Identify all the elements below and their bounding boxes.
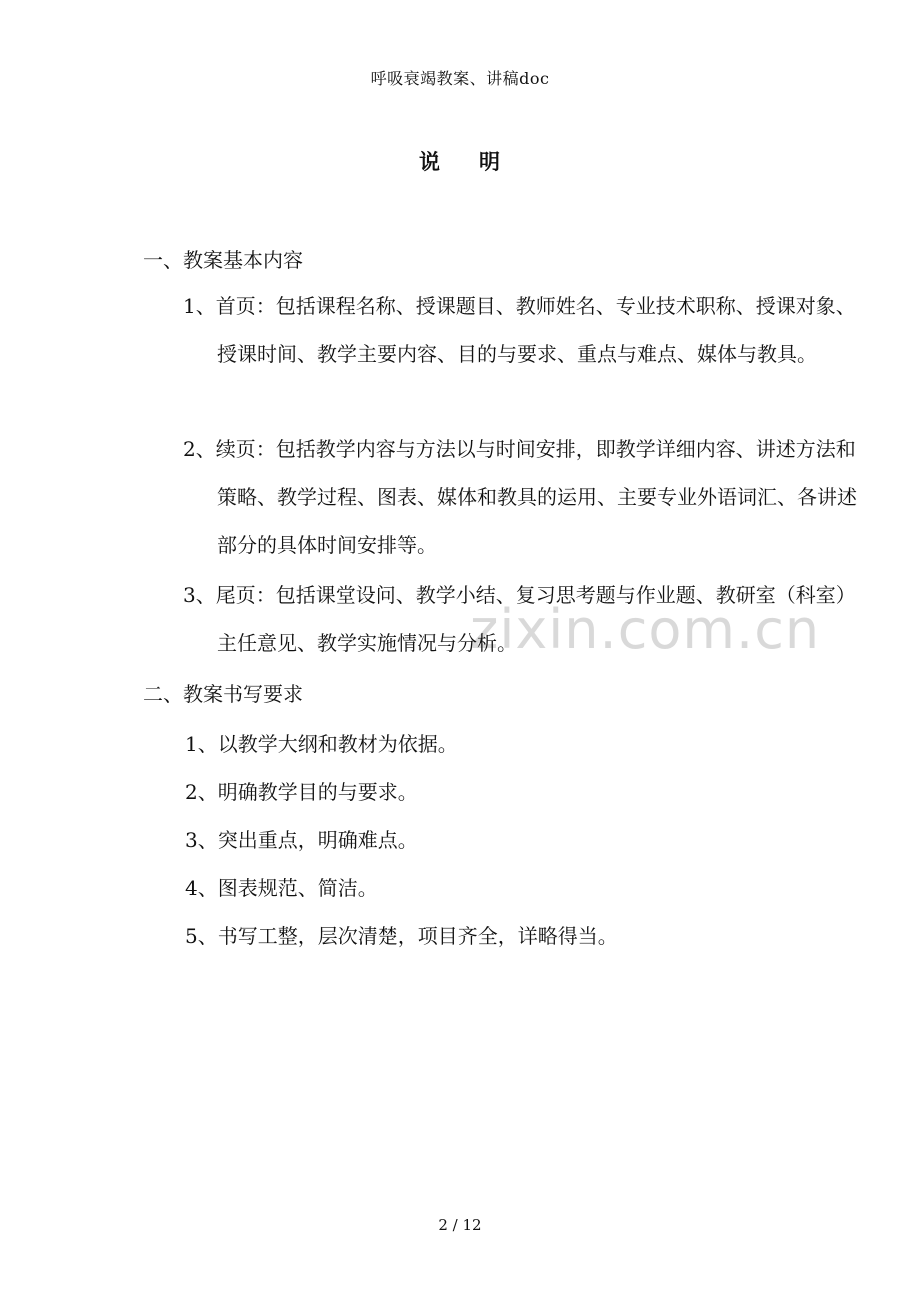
page-title — [0, 146, 920, 176]
list-item: 5、书写工整，层次清楚，项目齐全，详略得当。 — [185, 924, 618, 948]
title-char-1: 说 — [419, 149, 441, 174]
title-char-2: 明 — [479, 149, 501, 174]
list-item: 2、明确教学目的与要求。 — [185, 780, 418, 804]
list-item: 4、图表规范、简洁。 — [185, 876, 378, 900]
list-item-front-page: 1、首页：包括课程名称、授课题目、教师姓名、专业技术职称、授课对象、授课时间、教学主要内容、目的与要求、重点与难点、媒体与教具。 — [183, 294, 856, 366]
list-item: 3、突出重点，明确难点。 — [185, 828, 418, 852]
list-item-end-page: 3、尾页：包括课堂设问、教学小结、复习思考题与作业题、教研室（科室）主任意见、教学实施情况与分析。 — [183, 583, 856, 655]
section-heading-requirements: 二、教案书写要求 — [143, 682, 303, 706]
watermark: zixin.com.cn — [470, 598, 821, 661]
list-item: 1、以教学大纲和教材为依据。 — [185, 732, 458, 756]
page-header: 呼吸衰竭教案、讲稿doc — [370, 69, 550, 88]
list-item-continuation-page: 2、续页：包括教学内容与方法以与时间安排，即教学详细内容、讲述方法和策略、教学过程、图表、媒体和教具的运用、主要专业外语词汇、各讲述部分的具体时间安排等。 — [183, 437, 857, 557]
page-number: 2 / 12 — [438, 1216, 482, 1234]
section-heading-content: 一、教案基本内容 — [143, 248, 303, 272]
